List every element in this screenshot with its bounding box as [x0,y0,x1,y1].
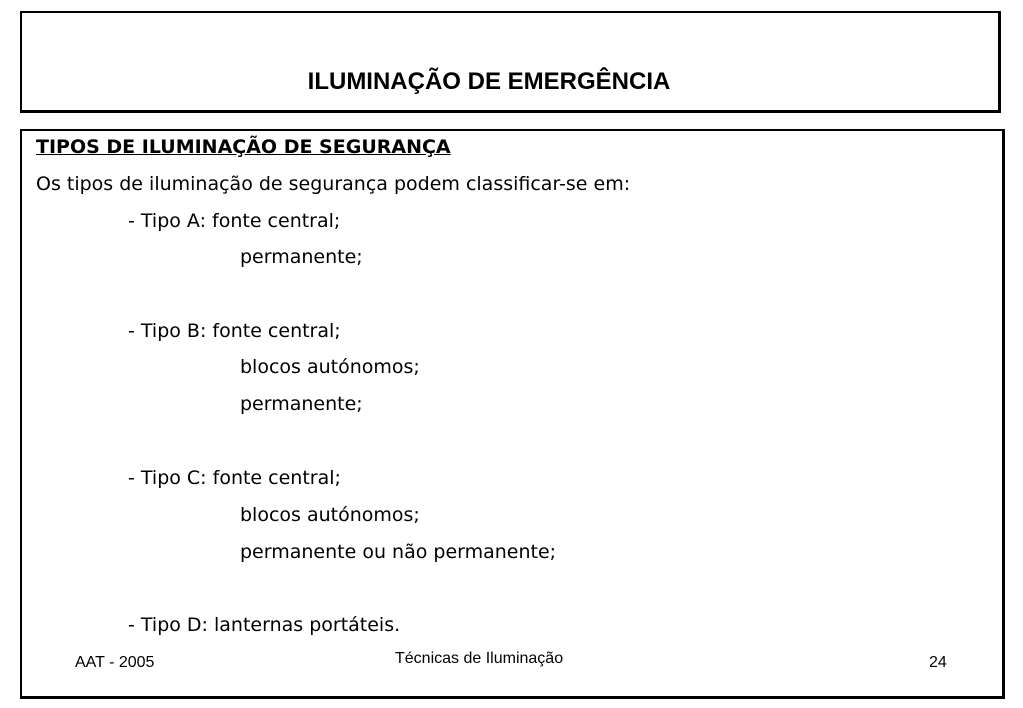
type-b-label: - Tipo B: fonte central; [128,320,341,342]
type-d-label: - Tipo D: lanternas portáteis. [128,614,401,636]
type-a-detail: permanente; [240,246,363,268]
type-c-detail: permanente ou não permanente; [240,541,557,563]
footer-author-year: AAT - 2005 [75,654,155,671]
type-c-detail: blocos autónomos; [240,504,420,526]
page-number: 24 [929,654,947,671]
section-heading: TIPOS DE ILUMINAÇÃO DE SEGURANÇA [36,136,451,158]
footer-course-title: Técnicas de Iluminação [395,650,564,667]
type-a-label: - Tipo A: fonte central; [128,210,341,232]
type-b-detail: permanente; [240,393,363,415]
title-frame [20,11,1001,113]
type-c-label: - Tipo C: fonte central; [128,467,341,489]
slide-title: ILUMINAÇÃO DE EMERGÊNCIA [307,68,671,95]
type-b-detail: blocos autónomos; [240,356,420,378]
intro-text: Os tipos de iluminação de segurança podem classificar-se em: [36,173,631,195]
